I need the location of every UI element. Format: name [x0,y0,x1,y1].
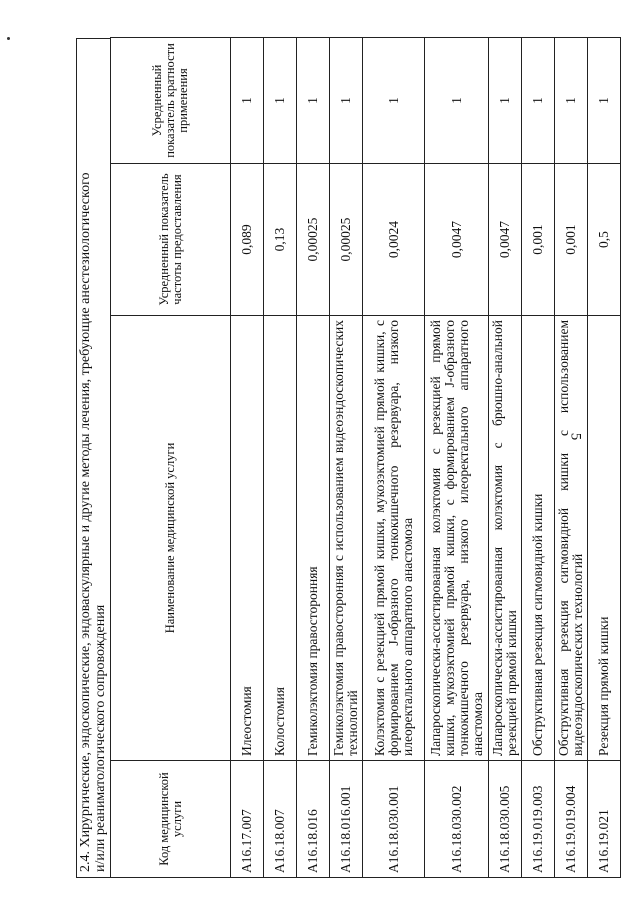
table-row [489,38,522,878]
cell-name: Резекция прямой кишки [588,316,621,761]
cell-code: A16.17.007 [231,761,264,878]
services-table [110,37,621,878]
table-row [588,38,621,878]
cell-name: Колостомия [264,316,297,761]
cell-multiplicity: 1 [264,38,297,164]
cell-multiplicity: 1 [588,38,621,164]
table-row [555,38,588,878]
cell-multiplicity: 1 [363,38,425,164]
cell-frequency: 0,0024 [363,164,425,316]
rotated-page-content [76,38,611,878]
cell-multiplicity: 1 [330,38,363,164]
table-row [297,38,330,878]
table-row [231,38,264,878]
cell-multiplicity: 1 [489,38,522,164]
table-row [522,38,555,878]
cell-name: Гемиколэктомия правосторонняя с использованием видеоэндоскопических технологий [330,316,363,761]
cell-multiplicity: 1 [555,38,588,164]
header-frequency: Усредненный показатель частоты предоставления [111,164,231,316]
section-title-line-2: и/или реаниматологического сопровождения [93,604,108,872]
cell-code: A16.19.019.004 [555,761,588,878]
section-title-line-1: 2.4. Хирургические, эндоскопические, эндоваскулярные и другие методы лечения, требующие анестезиологического [78,172,93,872]
cell-frequency: 0,0047 [425,164,489,316]
cell-code: A16.18.030.005 [489,761,522,878]
cell-code: A16.18.016 [297,761,330,878]
cell-frequency: 0,001 [555,164,588,316]
header-multiplicity: Усредненный показатель кратности применения [111,38,231,164]
cell-frequency: 0,0047 [489,164,522,316]
cell-multiplicity: 1 [522,38,555,164]
cell-frequency: 0,5 [588,164,621,316]
cell-code: A16.19.019.003 [522,761,555,878]
cell-name: Гемиколэктомия правосторонняя [297,316,330,761]
cell-name: Обструктивная резекция сигмовидной кишки с использованием видеоэндоскопических технологий [555,316,588,761]
table-row [363,38,425,878]
header-code: Код медицинской услуги [111,761,231,878]
cell-code: A16.19.021 [588,761,621,878]
cell-frequency: 0,001 [522,164,555,316]
cell-multiplicity: 1 [425,38,489,164]
cell-name: Лапароскопически-ассистированная колэктомия с резекцией прямой кишки, мукозэктомией прямой кишки, с формированием J-образного тонкокишечного резервуара, низкого илеоректального аппаратного анастомоза [425,316,489,761]
cell-code: A16.18.007 [264,761,297,878]
page-number: 5 [567,432,584,441]
scan-speck [7,37,10,40]
cell-frequency: 0,13 [264,164,297,316]
section-title [76,38,110,878]
table-row [264,38,297,878]
table-row [425,38,489,878]
cell-frequency: 0,00025 [330,164,363,316]
header-name: Наименование медицинской услуги [111,316,231,761]
cell-frequency: 0,00025 [297,164,330,316]
cell-name: Лапароскопически-ассистированная колэктомия с брюшно-анальной резекцией прямой кишки [489,316,522,761]
cell-name: Обструктивная резекция сигмовидной кишки [522,316,555,761]
cell-multiplicity: 1 [297,38,330,164]
cell-name: Илеостомия [231,316,264,761]
cell-code: A16.18.030.001 [363,761,425,878]
table-row [330,38,363,878]
cell-multiplicity: 1 [231,38,264,164]
cell-name: Колэктомия с резекцией прямой кишки, мукозэктомией прямой кишки, с формированием J-образного тонкокишечного резервуара, низкого илеоректального аппаратного анастомоза [363,316,425,761]
cell-frequency: 0,089 [231,164,264,316]
table-header-row [111,38,231,878]
cell-code: A16.18.030.002 [425,761,489,878]
cell-code: A16.18.016.001 [330,761,363,878]
